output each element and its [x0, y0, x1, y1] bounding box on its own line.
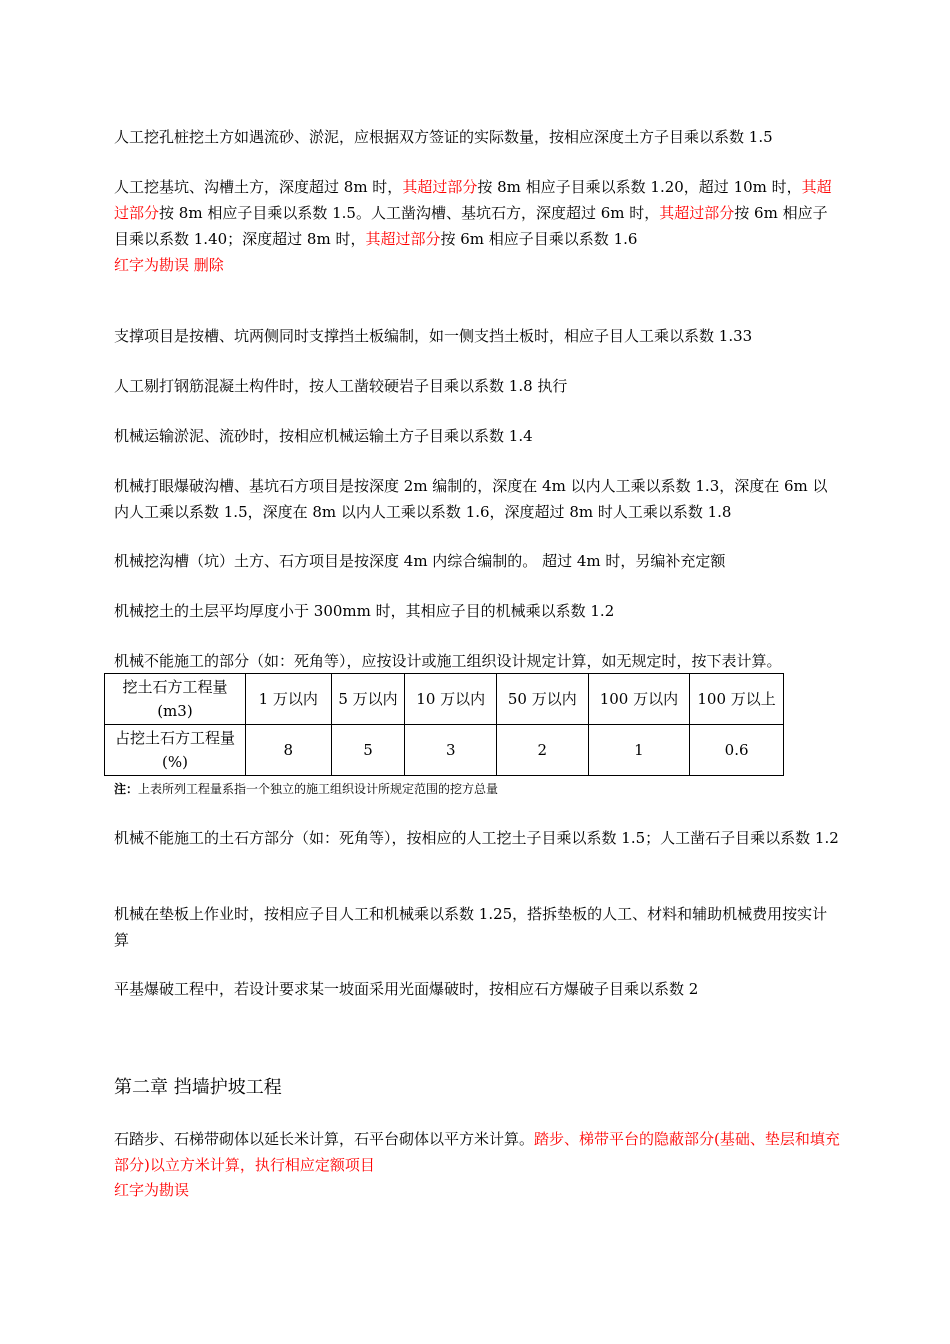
paragraph-smooth-blasting: 平基爆破工程中，若设计要求某一坡面采用光面爆破时，按相应石方爆破子目乘以系数 2 [114, 980, 699, 998]
text-segment: 按 8m 相应子目乘以系数 1.5。人工凿沟槽、基坑石方，深度超过 6m 时， [159, 204, 660, 222]
paragraph-mat-operation: 机械在垫板上作业时，按相应子目人工和机械乘以系数 1.25，搭拆垫板的人工、材料和辅助机械费用按实计算 [114, 905, 828, 949]
paragraph-blasting: 机械打眼爆破沟槽、基坑石方项目是按深度 2m 编制的，深度在 4m 以内人工乘以系数 1.3，深度在 6m 以内人工乘以系数 1.5，深度在 8m 以内人工乘以系数 1.6，深度超过 8m 时人工乘以系数 1.8 [114, 477, 828, 521]
paragraph-silt-transport: 机械运输淤泥、流砂时，按相应机械运输土方子目乘以系数 1.4 [114, 427, 533, 445]
table-cell: 2 [497, 725, 589, 776]
paragraph-shoring: 支撑项目是按槽、坑两侧同时支撑挡土板编制，如一侧支挡土板时，相应子目人工乘以系数 1.33 [114, 327, 753, 345]
erratum-text: 其超过部分 [402, 178, 478, 196]
table-header-cell: 挖土石方工程量(m3) [105, 674, 246, 725]
erratum-text: 踏步、梯带平台的隐蔽部分(基础、垫层和填充部分)以立方米计算，执行相应定额项目 [114, 1130, 840, 1174]
paragraph-stone-steps [114, 1126, 840, 1178]
table-header-cell: 5 万以内 [331, 674, 405, 725]
text-segment: 按 8m 相应子目乘以系数 1.20，超过 10m 时， [477, 178, 802, 196]
table-cell: 3 [405, 725, 497, 776]
erratum-text: 其超过部分 [114, 178, 832, 222]
table-header-cell: 100 万以上 [690, 674, 784, 725]
erratum-text: 其超过部分 [365, 230, 441, 248]
ratio-table [104, 673, 784, 776]
text-segment: 按 6m 相应子目乘以系数 1.6 [440, 230, 638, 248]
erratum-note: 红字为勘误 [114, 1181, 190, 1199]
table-cell: 占挖土石方工程量(%) [105, 725, 246, 776]
paragraph-soil-layer: 机械挖土的土层平均厚度小于 300mm 时，其相应子目的机械乘以系数 1.2 [114, 602, 615, 620]
table-header-cell: 10 万以内 [405, 674, 497, 725]
paragraph-machine-limits: 机械不能施工的部分（如：死角等），应按设计或施工组织设计规定计算，如无规定时，按下表计算。 [114, 652, 782, 670]
paragraph-trench-digging: 机械挖沟槽（坑）土方、石方项目是按深度 4m 内综合编制的。 超过 4m 时，另编补充定额 [114, 552, 726, 570]
text-segment: 人工挖基坑、沟槽土方，深度超过 8m 时， [114, 178, 403, 196]
table-header-cell: 1 万以内 [245, 674, 331, 725]
paragraph-dead-corner: 机械不能施工的土石方部分（如：死角等），按相应的人工挖土子目乘以系数 1.5；人工凿石子目乘以系数 1.2 [114, 829, 839, 847]
note-text: 上表所列工程量系指一个独立的施工组织设计所规定范围的挖方总量 [138, 782, 499, 796]
table-cell: 5 [331, 725, 405, 776]
erratum-note: 红字为勘误 删除 [114, 256, 224, 274]
table-cell: 8 [245, 725, 331, 776]
text-segment: 按 6m 相应子目乘以系数 1.40；深度超过 8m 时， [114, 204, 828, 248]
paragraph-pit-excavation [114, 174, 840, 252]
table-cell: 1 [588, 725, 690, 776]
table-header-cell: 100 万以内 [588, 674, 690, 725]
table-row [105, 674, 784, 725]
table-header-cell: 50 万以内 [497, 674, 589, 725]
note-label: 注： [114, 782, 139, 796]
text-segment: 石踏步、石梯带砌体以延长米计算，石平台砌体以平方米计算。 [114, 1130, 535, 1148]
table-note [114, 780, 498, 798]
table-cell: 0.6 [690, 725, 784, 776]
paragraph-concrete-breaking: 人工剔打钢筋混凝土构件时，按人工凿较硬岩子目乘以系数 1.8 执行 [114, 377, 568, 395]
table-row [105, 725, 784, 776]
erratum-text: 其超过部分 [659, 204, 735, 222]
chapter-title: 第二章 挡墙护坡工程 [114, 1077, 282, 1098]
paragraph-pile-excavation: 人工挖孔桩挖土方如遇流砂、淤泥，应根据双方签证的实际数量，按相应深度土方子目乘以系数 1.5 [114, 128, 773, 146]
